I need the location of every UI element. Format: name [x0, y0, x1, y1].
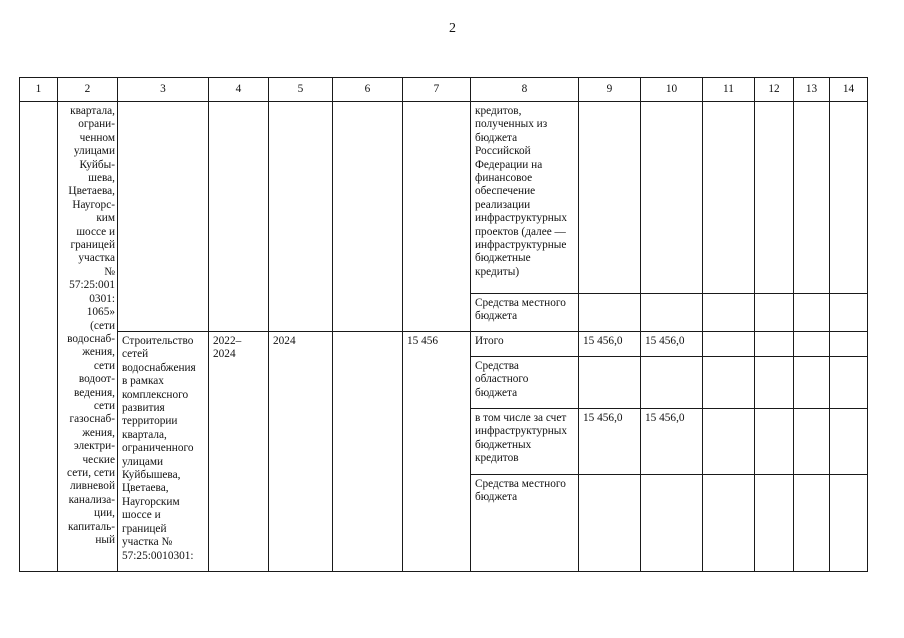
cell-col12 — [755, 357, 794, 409]
cell-col14 — [830, 475, 868, 572]
column-header-10: 10 — [641, 78, 703, 102]
column-header-3: 3 — [118, 78, 209, 102]
cell-col5-year: 2024 — [269, 332, 333, 572]
page-number: 2 — [449, 21, 456, 36]
column-header-8: 8 — [471, 78, 579, 102]
cell-col8-funding-source: в том числе за счет инфраструктурных бюджетных кредитов — [471, 409, 579, 475]
cell-col13 — [794, 294, 830, 332]
cell-col11 — [703, 409, 755, 475]
cell-col8-funding-source: кредитов, полученных из бюджета Российской Федерации на финансовое обеспечение реализации инфраструктурных проектов (далее — инфраструктурные бюджетные кредиты) — [471, 102, 579, 294]
cell-col13 — [794, 332, 830, 357]
column-header-13: 13 — [794, 78, 830, 102]
cell-col11 — [703, 357, 755, 409]
budget-table — [19, 77, 868, 572]
cell-col8-funding-source: Итого — [471, 332, 579, 357]
cell-col6 — [333, 102, 403, 332]
cell-col14 — [830, 294, 868, 332]
cell-col11 — [703, 102, 755, 294]
cell-col10 — [641, 475, 703, 572]
column-header-14: 14 — [830, 78, 868, 102]
cell-col12 — [755, 102, 794, 294]
cell-col9 — [579, 294, 641, 332]
table-row — [20, 332, 868, 357]
cell-col12 — [755, 332, 794, 357]
cell-col7-amount: 15 456 — [403, 332, 471, 572]
cell-col6 — [333, 332, 403, 572]
column-header-12: 12 — [755, 78, 794, 102]
cell-col14 — [830, 409, 868, 475]
column-header-7: 7 — [403, 78, 471, 102]
column-header-4: 4 — [209, 78, 269, 102]
cell-col4 — [209, 102, 269, 332]
cell-col13 — [794, 357, 830, 409]
cell-col10-value: 15 456,0 — [641, 332, 703, 357]
cell-col12 — [755, 294, 794, 332]
column-header-5: 5 — [269, 78, 333, 102]
header-row — [20, 78, 868, 102]
cell-col3-project-name: Строительство сетей водоснабжения в рамках комплексного развития территории квартала, ограниченного улицами Куйбышева, Цветаева, Наугорским шоссе и границей участка № 57:25:0010301: — [118, 332, 209, 572]
cell-col4-period: 2022– 2024 — [209, 332, 269, 572]
cell-col8-funding-source: Средства областного бюджета — [471, 357, 579, 409]
cell-col10-value: 15 456,0 — [641, 409, 703, 475]
column-header-6: 6 — [333, 78, 403, 102]
column-header-2: 2 — [58, 78, 118, 102]
cell-col10 — [641, 357, 703, 409]
cell-col9-value: 15 456,0 — [579, 332, 641, 357]
cell-col9 — [579, 357, 641, 409]
cell-col7 — [403, 102, 471, 332]
cell-col8-funding-source: Средства местного бюджета — [471, 294, 579, 332]
cell-col11 — [703, 475, 755, 572]
cell-col13 — [794, 409, 830, 475]
cell-col12 — [755, 409, 794, 475]
column-header-11: 11 — [703, 78, 755, 102]
cell-col2-object-description: квартала, ограни- ченном улицами Куйбы- шева, Цветаева, Наугорс- ким шоссе и границей участка № 57:25:001 0301: 1065» (сети водоснаб- жения, сети водоот- ведения, сети газоснаб- жения, электри- ческие сети, сети ливневой канализа- ции, капиталь- ный — [58, 102, 118, 572]
cell-col14 — [830, 357, 868, 409]
cell-col9 — [579, 475, 641, 572]
cell-col13 — [794, 102, 830, 294]
cell-col9 — [579, 102, 641, 294]
cell-col10 — [641, 294, 703, 332]
cell-col13 — [794, 475, 830, 572]
cell-col14 — [830, 102, 868, 294]
cell-col11 — [703, 294, 755, 332]
cell-col14 — [830, 332, 868, 357]
column-header-9: 9 — [579, 78, 641, 102]
table-row — [20, 102, 868, 294]
column-header-1: 1 — [20, 78, 58, 102]
cell-col11 — [703, 332, 755, 357]
cell-col12 — [755, 475, 794, 572]
cell-col5 — [269, 102, 333, 332]
cell-col10 — [641, 102, 703, 294]
cell-col8-funding-source: Средства местного бюджета — [471, 475, 579, 572]
cell-col9-value: 15 456,0 — [579, 409, 641, 475]
cell-col1 — [20, 102, 58, 572]
cell-col3 — [118, 102, 209, 332]
